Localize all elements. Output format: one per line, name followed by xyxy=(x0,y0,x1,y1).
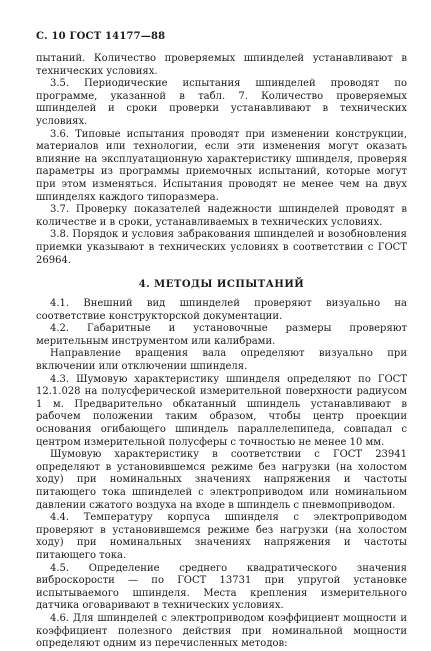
paragraph-continuation: пытаний. Количество проверяемых шпинделей устанавливают в технических условиях. xyxy=(36,53,407,77)
paragraph-4-1: 4.1. Внешний вид шпинделей проверяют визуально на соответствие конструкторской документации. xyxy=(36,298,407,322)
page-header: С. 10 ГОСТ 14177—88 xyxy=(36,31,166,42)
paragraph-4-3: 4.3. Шумовую характеристику шпинделя определяют по ГОСТ 12.1.028 на полусферической измерительной поверхности радиусом 1 м. Предварительно обкатанный шпиндель устанавливают в рабочем положении таким образом, чтобы центр проекции основания огибающего шпиндель параллелепипеда, совпадал с центром измерительной полусферы с точностью не менее 10 мм. xyxy=(36,373,407,448)
paragraph-4-4: 4.4. Температуру корпуса шпинделя с электроприводом проверяют в установившемся режиме без нагрузки (на холостом ходу) при номинальных значениях напряжения и частоты питающего тока. xyxy=(36,512,407,561)
paragraph-noise-characteristic: Шумовую характеристику в соответствии с ГОСТ 23941 определяют в установившемся режиме без нагрузки (на холостом ходу) при номинальных значениях напряжения и частоты питающего тока шпинделей с электроприводом или номинальном давлении сжатого воздуха на входе в шпиндель с пневмоприводом. xyxy=(36,449,407,511)
paragraph-3-8: 3.8. Порядок и условия забракования шпинделей и возобновления приемки указывают в технических условиях в соответствии с ГОСТ 26964. xyxy=(36,229,407,266)
paragraph-4-6: 4.6. Для шпинделей с электроприводом коэффициент мощности и коэффициент полезного действия при номинальной мощности определяют одним из перечисленных методов: xyxy=(36,612,407,650)
section-title: 4. МЕТОДЫ ИСПЫТАНИЙ xyxy=(138,279,305,291)
paragraph-3-7: 3.7. Проверку показателей надежности шпинделей проводят в количестве и в сроки, устанавливаемых в технических условиях. xyxy=(36,204,407,228)
document-page xyxy=(36,30,407,651)
paragraph-3-6: 3.6. Типовые испытания проводят при изменении конструкции, материалов или технологии, если эти изменения могут оказать влияние на эксплуатационную характеристику шпинделя, проверяя параметры из программы приемочных испытаний, которые могут при этом изменяться. Испытания проводят не менее чем на двух шпинделях каждого типоразмера. xyxy=(36,128,407,203)
paragraph-3-5: 3.5. Периодические испытания шпинделей проводят по программе, указанной в табл. 7. Количество проверяемых шпинделей и сроки проверки устанавливают в технических условиях. xyxy=(36,78,407,127)
paragraph-rotation-direction: Направление вращения вала определяют визуально при включении или отключении шпинделя. xyxy=(36,348,407,373)
paragraph-4-5: 4.5. Определение среднего квадратического значения виброскорости — по ГОСТ 13731 при упругой установке испытываемого шпинделя. Места крепления измерительного датчика оговаривают в технических условиях. xyxy=(36,562,407,612)
paragraph-4-2: 4.2. Габаритные и установочные размеры проверяют мерительным инструментом или калибрами. xyxy=(36,323,407,347)
